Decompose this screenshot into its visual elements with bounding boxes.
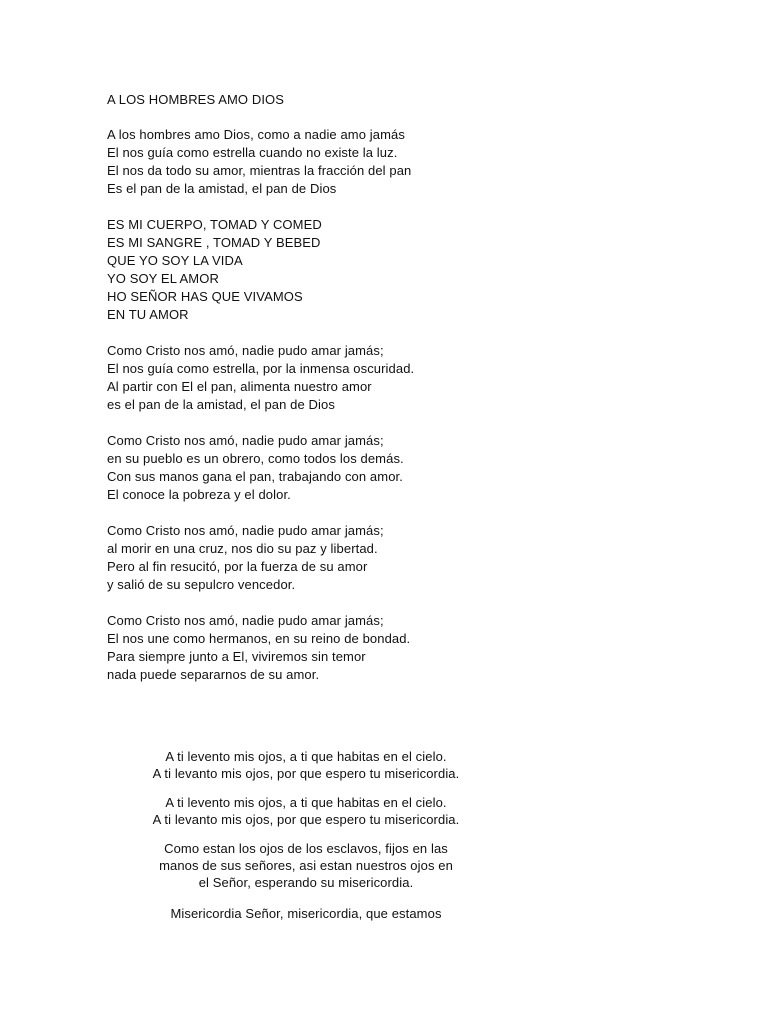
lyric-line: A los hombres amo Dios, como a nadie amo jamás — [107, 127, 405, 142]
lyric-line: El conoce la pobreza y el dolor. — [107, 487, 291, 502]
chorus-line: EN TU AMOR — [107, 307, 189, 322]
lyric-line: y salió de su sepulcro vencedor. — [107, 577, 296, 592]
lyric-line: nada puede separarnos de su amor. — [107, 667, 320, 682]
lyric-line: Como Cristo nos amó, nadie pudo amar jamás; — [107, 523, 384, 538]
lyric-line: Para siempre junto a El, viviremos sin temor — [107, 649, 366, 664]
lyric-line: El nos da todo su amor, mientras la fracción del pan — [107, 163, 412, 178]
song-title: A LOS HOMBRES AMO DIOS — [107, 92, 285, 107]
lyric-line: Como Cristo nos amó, nadie pudo amar jamás; — [107, 613, 384, 628]
chorus-line: HO SEÑOR HAS QUE VIVAMOS — [107, 289, 303, 304]
centered-line: manos de sus señores, asi estan nuestros ojos en — [159, 858, 453, 873]
centered-line: Como estan los ojos de los esclavos, fijos en las — [164, 841, 448, 856]
chorus-line: YO SOY EL AMOR — [107, 271, 219, 286]
lyric-line: El nos une como hermanos, en su reino de bondad. — [107, 631, 411, 646]
centered-line: el Señor, esperando su misericordia. — [198, 875, 414, 890]
lyric-line: Es el pan de la amistad, el pan de Dios — [107, 181, 337, 196]
lyric-line: Como Cristo nos amó, nadie pudo amar jamás; — [107, 343, 384, 358]
lyric-line: al morir en una cruz, nos dio su paz y libertad. — [107, 541, 378, 556]
chorus-line: QUE YO SOY LA VIDA — [107, 253, 243, 268]
lyric-line: Como Cristo nos amó, nadie pudo amar jamás; — [107, 433, 384, 448]
lyric-line: El nos guía como estrella, por la inmensa oscuridad. — [107, 361, 415, 376]
lyric-line: Pero al fin resucitó, por la fuerza de su amor — [107, 559, 368, 574]
lyric-line: Con sus manos gana el pan, trabajando con amor. — [107, 469, 403, 484]
chorus-line: ES MI SANGRE , TOMAD Y BEBED — [107, 235, 321, 250]
lyric-line: El nos guía como estrella cuando no existe la luz. — [107, 145, 398, 160]
centered-line: A ti levanto mis ojos, por que espero tu misericordia. — [152, 812, 460, 827]
centered-line: A ti levento mis ojos, a ti que habitas en el cielo. — [165, 749, 447, 764]
centered-line: A ti levanto mis ojos, por que espero tu misericordia. — [152, 766, 460, 781]
chorus-line: ES MI CUERPO, TOMAD Y COMED — [107, 217, 322, 232]
centered-line: A ti levento mis ojos, a ti que habitas en el cielo. — [165, 795, 447, 810]
centered-line: Misericordia Señor, misericordia, que estamos — [170, 906, 442, 921]
lyric-line: en su pueblo es un obrero, como todos los demás. — [107, 451, 404, 466]
lyric-line: Al partir con El el pan, alimenta nuestro amor — [107, 379, 372, 394]
lyric-line: es el pan de la amistad, el pan de Dios — [107, 397, 335, 412]
